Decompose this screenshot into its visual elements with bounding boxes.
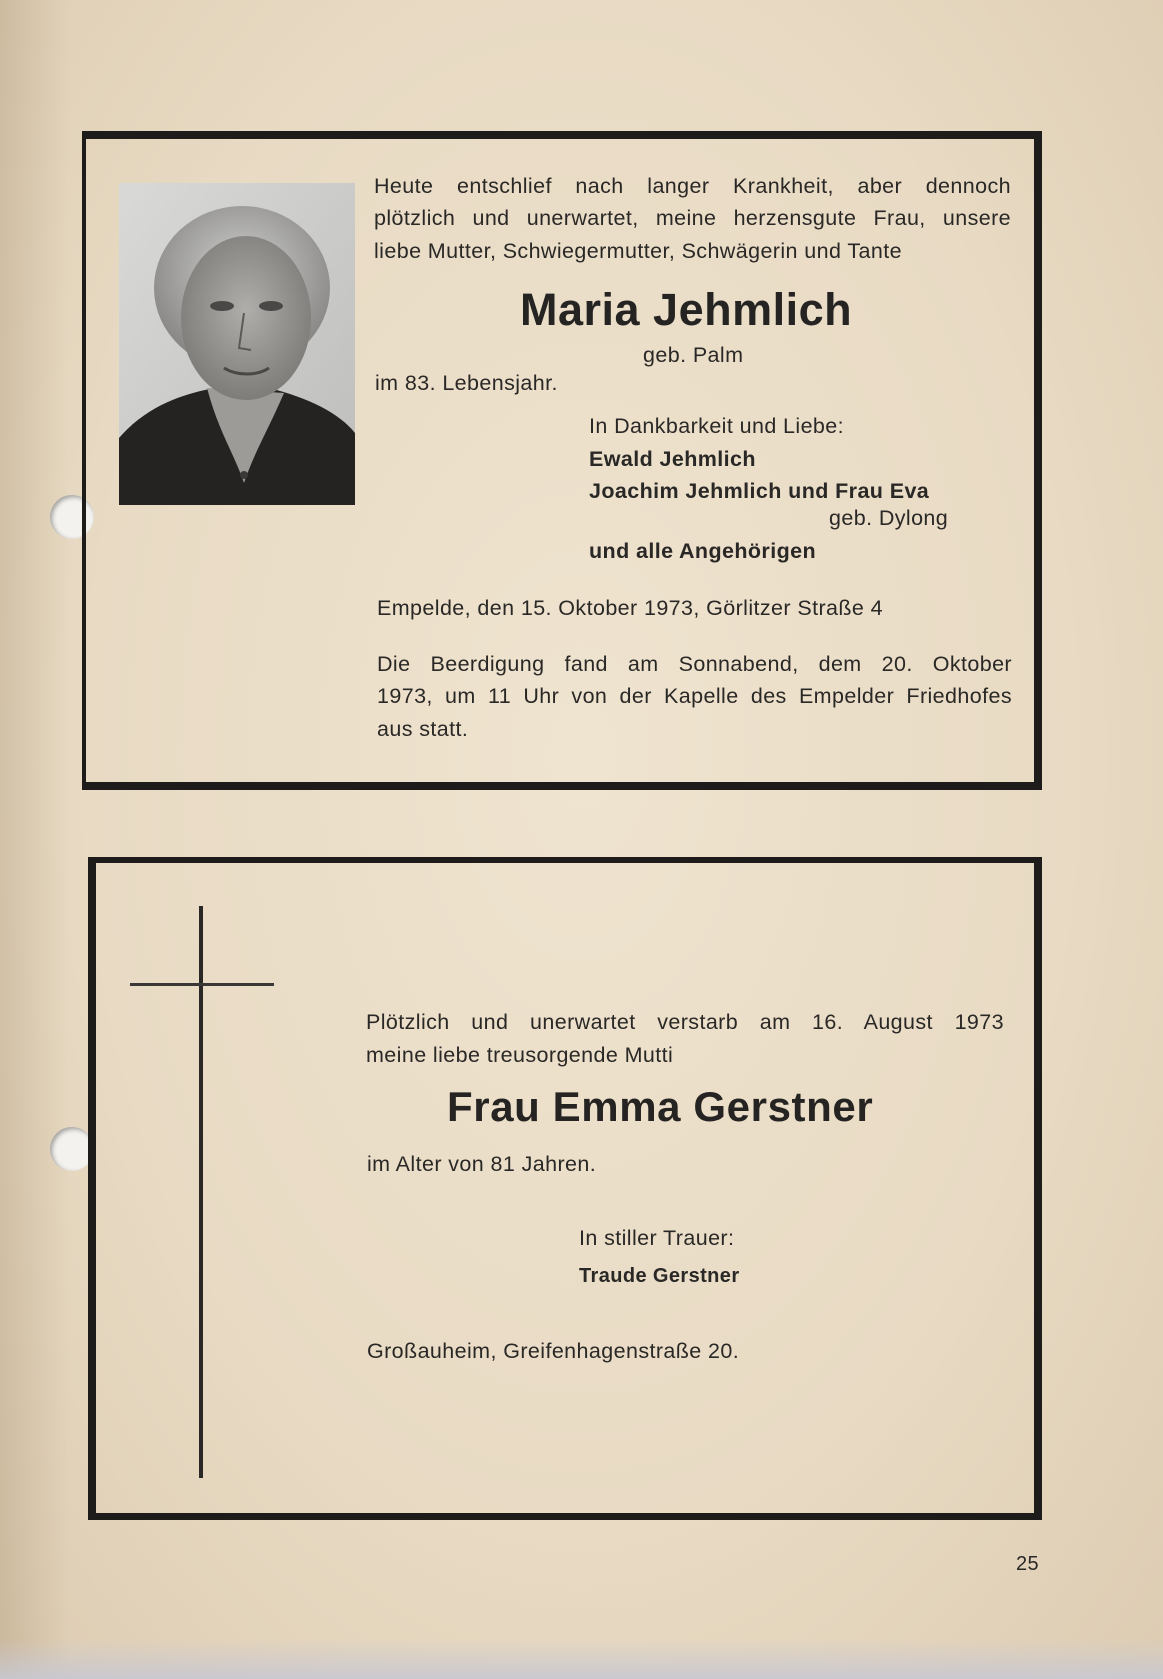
- cross-horizontal: [130, 983, 274, 986]
- page-edge-shadow: [0, 0, 70, 1679]
- mourners-intro-2: In stiller Trauer:: [579, 1226, 735, 1250]
- intro2-line-1: Plötzlich und unerwartet verstarb am 16. August 1973: [366, 1010, 1004, 1034]
- intro-line-1: Heute entschlief nach langer Krankheit, aber dennoch: [374, 174, 1011, 198]
- age-text: im 83. Lebensjahr.: [375, 371, 558, 395]
- funeral-line-3: aus statt.: [377, 717, 469, 741]
- cross-vertical: [199, 906, 203, 1478]
- portrait-photo: [119, 183, 355, 505]
- frame-border-bottom: [82, 782, 1042, 790]
- frame-border-left: [88, 857, 96, 1520]
- deceased-name: Maria Jehmlich: [520, 284, 853, 335]
- intro-line-2: plötzlich und unerwartet, meine herzensgute Frau, unsere: [374, 206, 1011, 230]
- mourner-traude: Traude Gerstner: [579, 1265, 740, 1287]
- age-text-2: im Alter von 81 Jahren.: [367, 1152, 597, 1176]
- intro-line-3: liebe Mutter, Schwiegermutter, Schwägerin und Tante: [374, 239, 902, 263]
- frame-border-top: [88, 857, 1042, 863]
- mourner-joachim: Joachim Jehmlich und Frau Eva: [589, 479, 930, 503]
- intro2-line-2: meine liebe treusorgende Mutti: [366, 1043, 674, 1067]
- frame-border-top: [82, 131, 1042, 139]
- place-date: Empelde, den 15. Oktober 1973, Görlitzer Straße 4: [377, 596, 883, 620]
- frame-border-left: [82, 131, 86, 790]
- birth-name: geb. Palm: [643, 343, 744, 367]
- funeral-line-1: Die Beerdigung fand am Sonnabend, dem 20. Oktober: [377, 652, 1012, 676]
- place-2: Großauheim, Greifenhagenstraße 20.: [367, 1339, 740, 1363]
- frame-border-right: [1034, 857, 1042, 1520]
- frame-border-right: [1034, 131, 1042, 790]
- mourners-intro: In Dankbarkeit und Liebe:: [589, 414, 845, 438]
- mourner-ewald: Ewald Jehmlich: [589, 447, 756, 471]
- page-number: 25: [1016, 1553, 1040, 1575]
- funeral-line-2: 1973, um 11 Uhr von der Kapelle des Empelder Friedhofes: [377, 684, 1012, 708]
- deceased-name-2: Frau Emma Gerstner: [447, 1083, 874, 1130]
- mourner-birth-name: geb. Dylong: [829, 506, 949, 530]
- mourner-relatives: und alle Angehörigen: [589, 539, 816, 563]
- page-bottom-shade: [0, 1639, 1163, 1679]
- frame-border-bottom: [88, 1513, 1042, 1520]
- obituary-frame-emma-gerstner: [88, 857, 1042, 1520]
